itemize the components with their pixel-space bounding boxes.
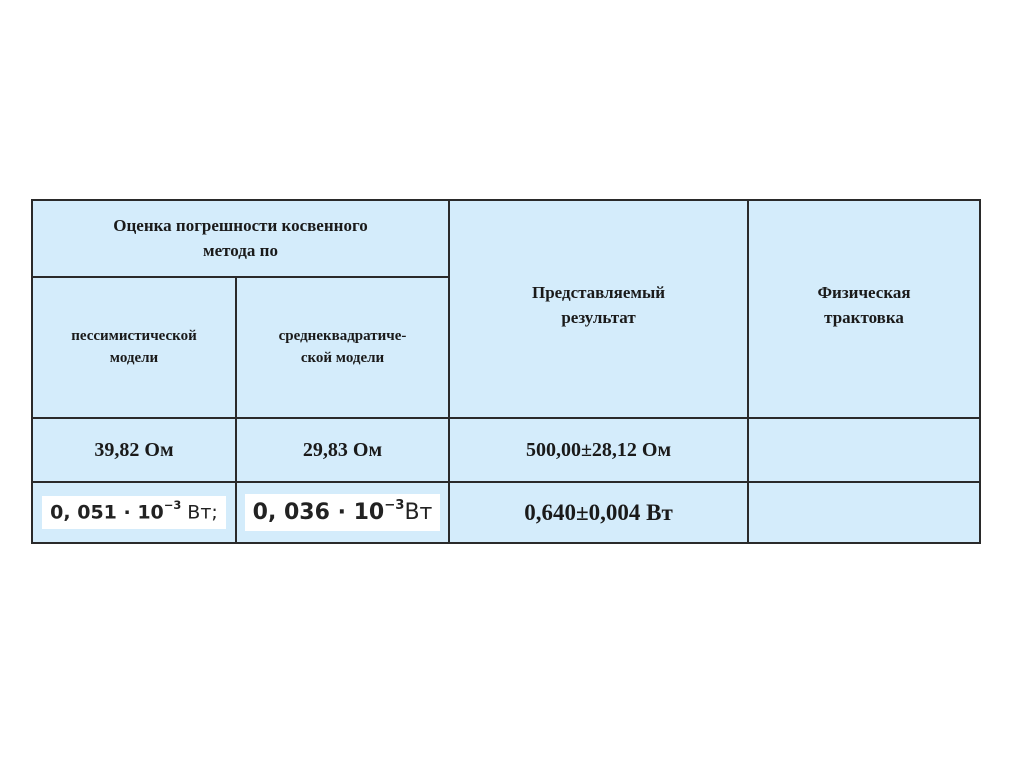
- error-estimation-table: [31, 199, 981, 544]
- formula-unit: Вт;: [181, 500, 218, 523]
- table-row: [32, 482, 980, 543]
- header-result-line1: Представляемый: [531, 283, 666, 302]
- header-pessimistic-line1: пессимистической: [71, 327, 197, 344]
- formula-mantissa: 0, 036 · 10: [252, 499, 385, 525]
- formula-exponent: −3: [163, 498, 182, 513]
- header-row-1: [32, 200, 980, 277]
- cell-rms-power: [236, 482, 449, 543]
- formula-exponent: −3: [384, 497, 405, 513]
- header-interpretation: [748, 200, 980, 418]
- header-result: [449, 200, 748, 418]
- formula-mantissa: 0, 051 · 10: [50, 500, 164, 523]
- header-interpretation-line2: трактовка: [824, 307, 904, 327]
- table-row: [32, 418, 980, 482]
- cell-interpretation-resistance: [748, 418, 980, 482]
- cell-rms-resistance: 29,83 Ом: [236, 418, 449, 482]
- formula-unit: Вт: [404, 499, 433, 525]
- cell-pessimistic-resistance: 39,82 Ом: [32, 418, 236, 482]
- formula-rms-power: [245, 494, 441, 532]
- cell-result-power: 0,640±0,004 Вт: [449, 482, 748, 543]
- header-rms: [236, 277, 449, 418]
- header-rms-line2: ской модели: [300, 349, 385, 366]
- cell-result-resistance: 500,00±28,12 Ом: [449, 418, 748, 482]
- header-pessimistic-line2: модели: [109, 349, 159, 366]
- header-group-title-line2: метода по: [203, 240, 278, 260]
- header-interpretation-line1: Физическая: [817, 283, 911, 302]
- cell-interpretation-power: [748, 482, 980, 543]
- header-group-title-line1: Оценка погрешности косвенного: [113, 215, 368, 235]
- header-rms-line1: среднеквадратиче-: [278, 327, 407, 344]
- header-group-title: [32, 200, 449, 277]
- formula-pessimistic-power: [42, 496, 226, 530]
- header-pessimistic: [32, 277, 236, 418]
- header-result-line2: результат: [561, 307, 636, 327]
- cell-pessimistic-power: [32, 482, 236, 543]
